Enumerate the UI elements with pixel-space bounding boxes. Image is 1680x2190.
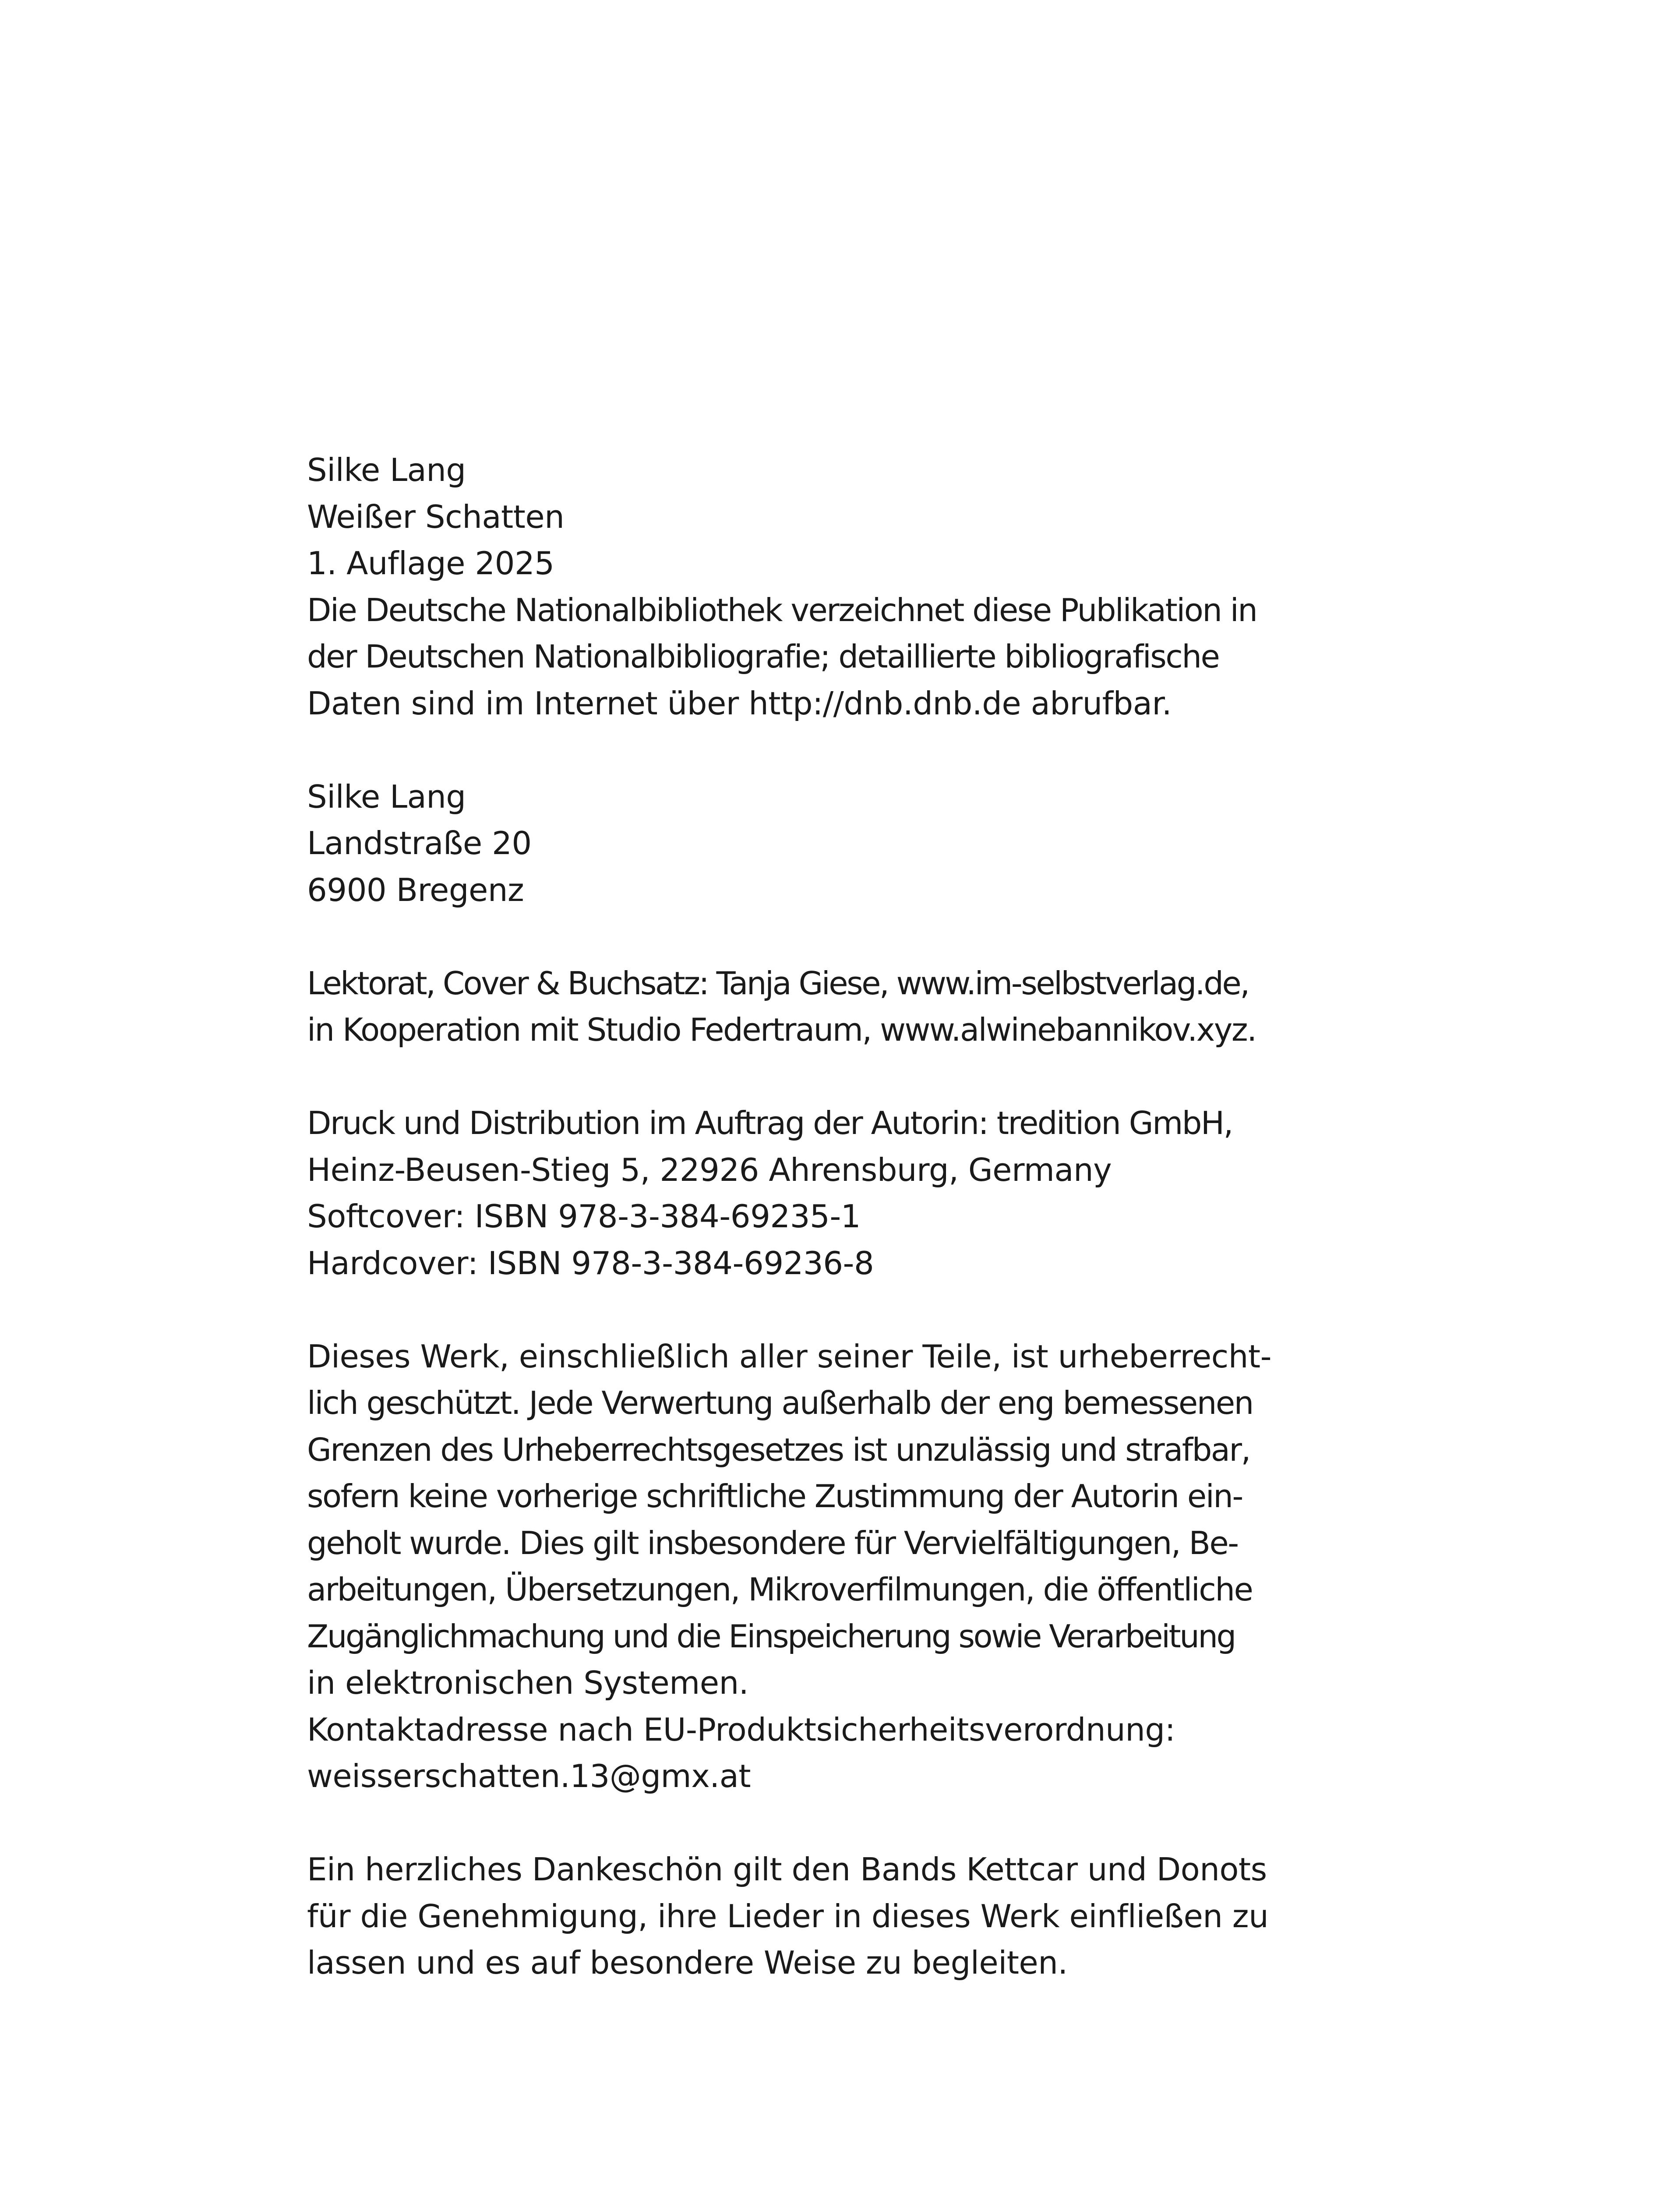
acknowledgements-block xyxy=(307,1846,1358,1986)
distribution-line: Druck und Distribution im Auftrag der Autorin: tredition GmbH, xyxy=(307,1105,1232,1141)
book-title: Weißer Schatten xyxy=(307,498,565,535)
dnb-notice-line: Die Deutsche Nationalbibliothek verzeichnet diese Publikation in xyxy=(307,591,1257,629)
title-block xyxy=(307,447,1358,727)
isbn-hardcover: Hardcover: ISBN 978-3-384-69236-8 xyxy=(307,1244,874,1282)
thanks-line: für die Genehmigung, ihre Lieder in dieses Werk einfließen zu xyxy=(307,1897,1269,1935)
address-name: Silke Lang xyxy=(307,778,466,815)
imprint-text xyxy=(307,447,1358,1986)
thanks-line: Ein herzliches Dankeschön gilt den Bands Kettcar und Donots xyxy=(307,1851,1267,1888)
isbn-softcover: Softcover: ISBN 978-3-384-69235-1 xyxy=(307,1198,861,1235)
copyright-line: sofern keine vorherige schriftliche Zustimmung der Autorin ein- xyxy=(307,1478,1242,1515)
dnb-notice-line: der Deutschen Nationalbibliografie; detaillierte bibliografische xyxy=(307,638,1219,675)
credits-line: in Kooperation mit Studio Federtraum, www.alwinebannikov.xyz. xyxy=(307,1011,1256,1048)
copyright-block xyxy=(307,1333,1358,1800)
credits-block xyxy=(307,960,1358,1053)
author-name: Silke Lang xyxy=(307,452,466,488)
copyright-line: arbeitungen, Übersetzungen, Mikroverfilmungen, die öffentliche xyxy=(307,1571,1253,1608)
edition: 1. Auflage 2025 xyxy=(307,545,554,582)
credits-line: Lektorat, Cover & Buchsatz: Tanja Giese, www.im-selbstverlag.de, xyxy=(307,964,1249,1002)
address-street: Landstraße 20 xyxy=(307,825,532,862)
dnb-notice-line: Daten sind im Internet über http://dnb.dnb.de abrufbar. xyxy=(307,685,1172,722)
distribution-block xyxy=(307,1100,1358,1286)
copyright-line: in elektronischen Systemen. xyxy=(307,1664,749,1701)
contact-email: weisserschatten.13@gmx.at xyxy=(307,1758,751,1794)
publisher-address: Heinz-Beusen-Stieg 5, 22926 Ahrensburg, Germany xyxy=(307,1151,1112,1188)
copyright-line: geholt wurde. Dies gilt insbesondere für Vervielfältigungen, Be- xyxy=(307,1524,1238,1561)
copyright-line: Dieses Werk, einschließlich aller seiner Teile, ist urheberrecht- xyxy=(307,1338,1272,1375)
copyright-line: Grenzen des Urheberrechtsgesetzes ist unzulässig und strafbar, xyxy=(307,1431,1250,1468)
author-address-block xyxy=(307,774,1358,914)
copyright-line: Zugänglichmachung und die Einspeicherung sowie Verarbeitung xyxy=(307,1618,1235,1655)
contact-label: Kontaktadresse nach EU-Produktsicherheitsverordnung: xyxy=(307,1711,1175,1748)
thanks-line: lassen und es auf besondere Weise zu begleiten. xyxy=(307,1944,1068,1981)
copyright-line: lich geschützt. Jede Verwertung außerhalb der eng bemessenen xyxy=(307,1385,1253,1421)
address-city: 6900 Bregenz xyxy=(307,871,524,908)
